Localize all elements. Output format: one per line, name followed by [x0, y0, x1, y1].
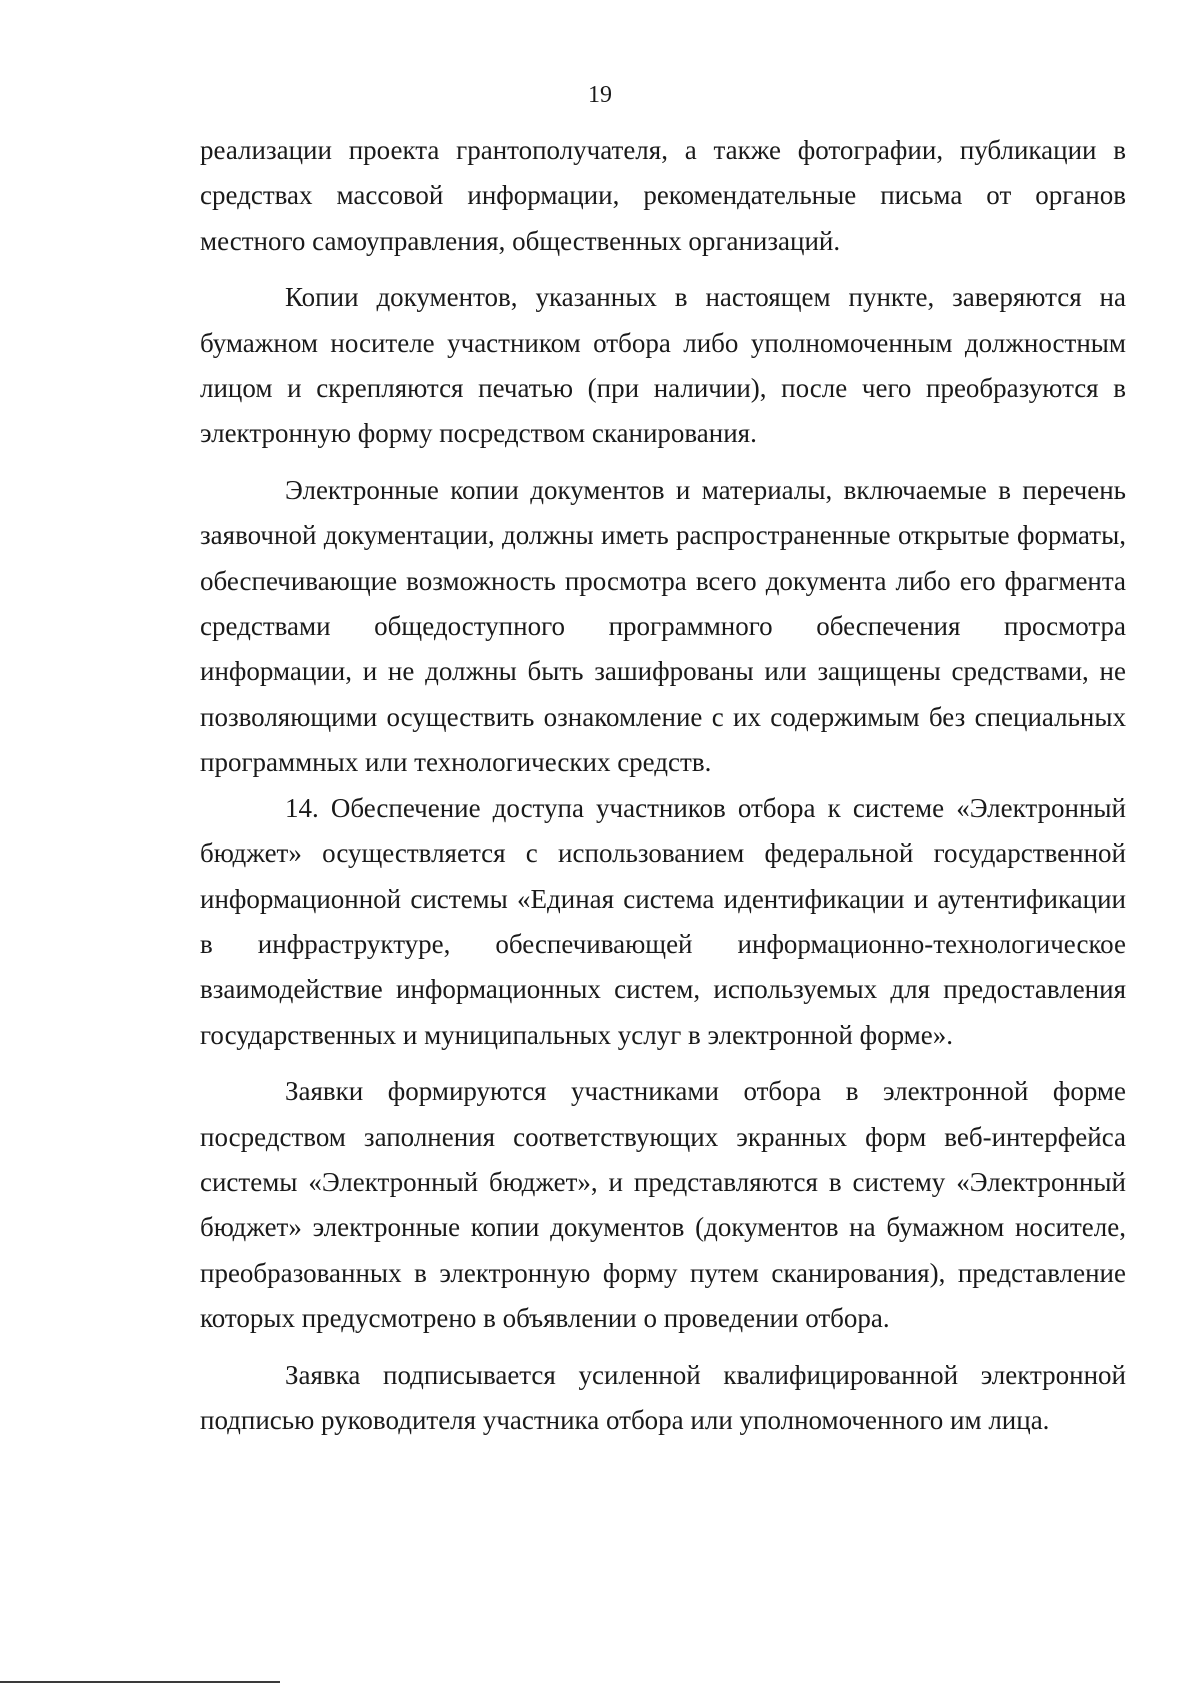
footer-divider — [0, 1681, 280, 1683]
paragraph-application-signature: Заявка подписывается усиленной квалифицированной электронной подписью руководителя участника отбора или уполномоченного им лица. — [200, 1359, 1126, 1435]
paragraph-item-14: 14. Обеспечение доступа участников отбора к системе «Электронный бюджет» осуществляется с использованием федеральной государственной информационной системы «Единая система идентификации и аутентификации в инфраструктуре, обеспечивающей информационно-технологическое взаимодействие информационных систем, используемых для предоставления государственных и муниципальных услуг в электронной форме». — [200, 792, 1126, 1050]
paragraph-continuation: реализации проекта грантополучателя, а также фотографии, публикации в средствах массовой информации, рекомендательные письма от органов местного самоуправления, общественных организаций. — [200, 135, 1126, 256]
paragraph-applications-forming: Заявки формируются участниками отбора в электронной форме посредством заполнения соответствующих экранных форм веб-интерфейса системы «Электронный бюджет», и представляются в систему «Электронный бюджет» электронные копии документов (документов на бумажном носителе, преобразованных в электронную форму путем сканирования), представление которых предусмотрено в объявлении о проведении отбора. — [200, 1076, 1126, 1334]
paragraph-copies-certification: Копии документов, указанных в настоящем пункте, заверяются на бумажном носителе участником отбора либо уполномоченным должностным лицом и скрепляются печатью (при наличии), после чего преобразуются в электронную форму посредством сканирования. — [200, 282, 1126, 449]
document-body — [200, 128, 1126, 1443]
paragraph-electronic-formats: Электронные копии документов и материалы, включаемые в перечень заявочной документации, должны иметь распространенные открытые форматы, обеспечивающие возможность просмотра всего документа либо его фрагмента средствами общедоступного программного обеспечения просмотра информации, и не должны быть зашифрованы или защищены средствами, не позволяющими осуществить ознакомление с их содержимым без специальных программных или технологических средств. — [200, 474, 1126, 778]
page-number: 19 — [588, 82, 612, 108]
